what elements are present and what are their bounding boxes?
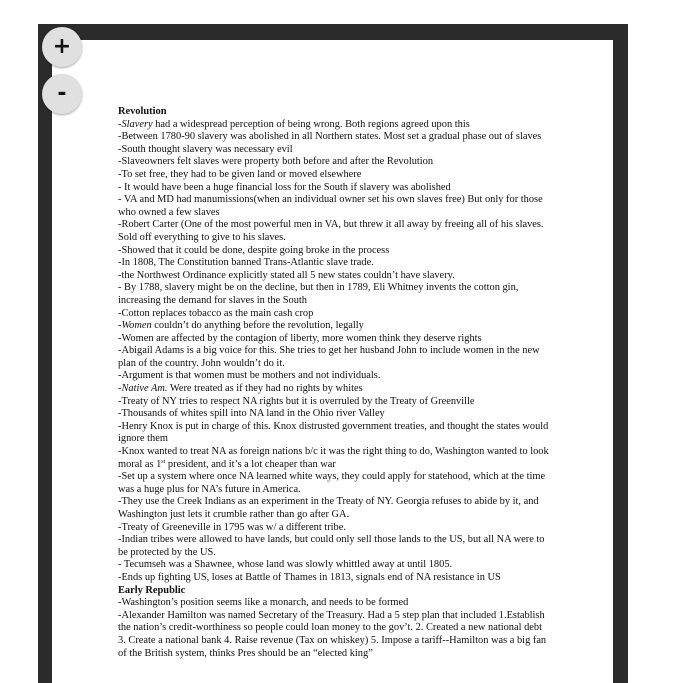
text-line: -Showed that it could be done, despite going broke in the process	[118, 244, 390, 256]
text-span: president, and it’s a lot cheaper than war	[165, 458, 336, 470]
text-line	[118, 446, 550, 471]
text-line: -Between 1780-90 slavery was abolished in all Northern states. Most set a gradual phase out of slaves	[118, 131, 542, 143]
text-line: -Slavery had a widespread perception of being wrong. Both regions agreed upon this	[118, 118, 470, 130]
text-line: -They use the Creek Indians as an experiment in the Treaty of NY. Georgia refuses to abide by it, and Washington just lets it crumble rather than go after GA.	[118, 496, 539, 520]
italic-term: Slavery	[121, 118, 153, 130]
text-line: - Tecumseh was a Shawnee, whose land was slowly whittled away at until 1805.	[118, 559, 453, 571]
text-line: -Women are affected by the contagion of liberty, more women think they deserve rights	[118, 332, 482, 344]
text-line: -Argument is that women must be mothers and not individuals.	[118, 370, 381, 382]
text-line: - It would have been a huge financial loss for the South if slavery was abolished	[118, 181, 451, 193]
text-line: -Henry Knox is put in charge of this. Knox distrusted government treaties, and thought the states would ignore them	[118, 420, 549, 445]
text-line: -Indian tribes were allowed to have lands, but could only sell those lands to the US, but all NA were to be protected by the US.	[118, 534, 545, 558]
text-line: -To set free, they had to be given land or moved elsewhere	[118, 168, 362, 180]
text-line: -Set up a system where once NA learned white ways, they could apply for statehood, which at the time was a huge plus for NA’s future in America.	[118, 471, 546, 495]
text-line: -Women couldn’t do anything before the revolution, legally	[118, 320, 364, 332]
text-line: -Native Am. Were treated as if they had no rights by whites	[118, 383, 363, 395]
document-text	[118, 106, 550, 660]
text-line: -Ends up fighting US, loses at Battle of Thames in 1813, signals end of NA resistance in US	[118, 571, 501, 583]
superscript: st	[161, 458, 166, 465]
text-line: -South thought slavery was necessary evil	[118, 143, 293, 155]
text-line: - By 1788, slavery might be on the decline, but then in 1789, Eli Whitney invents the cotton gin, increasing the demand for slaves in the South	[118, 282, 519, 306]
text-line: -Cotton replaces tobacco as the main cash crop	[118, 307, 314, 319]
text-line: -the Northwest Ordinance explicitly stated all 5 new states couldn’t have slavery.	[118, 269, 455, 281]
text-span: had a widespread perception of being wrong. Both regions agreed upon this	[152, 118, 470, 130]
text-line: -In 1808, The Constitution banned Trans-Atlantic slave trade.	[118, 257, 374, 269]
text-line: -Treaty of NY tries to respect NA rights but it is overruled by the Treaty of Greenville	[118, 395, 475, 407]
italic-term: Women	[121, 320, 152, 332]
text-line: -Thousands of whites spill into NA land in the Ohio river Valley	[118, 408, 385, 420]
text-span: Were treated as if they had no rights by whites	[167, 383, 363, 395]
text-line: -Abigail Adams is a big voice for this. She tries to get her husband John to include women in the new plan of the country. John wouldn’t do it.	[118, 345, 540, 369]
text-line: -Alexander Hamilton was named Secretary of the Treasury. Had a 5 step plan that included 1.Establish the nation’s credit-worthiness so people could loan money to the gov’t. 2. Created a new national debt 3. Create a national bank 4. Raise revenue (Tax on whiskey) 5. Impose a tariff--Hamilton was a big fan of the British system, thinks Pres should be an “elected king”	[118, 609, 547, 659]
section-heading-early-republic: Early Republic	[118, 584, 186, 596]
text-line: -Robert Carter (One of the most powerful men in VA, but threw it all away by freeing all of his slaves. Sold off everything to give to his slaves.	[118, 219, 544, 243]
text-line: -Washington’s position seems like a monarch, and needs to be formed	[118, 597, 409, 609]
text-line: -Slaveowners felt slaves were property both before and after the Revolution	[118, 156, 434, 168]
zoom-in-button[interactable]: +	[42, 27, 82, 67]
section-heading-revolution: Revolution	[118, 106, 167, 117]
text-span: -Knox wanted to treat NA as foreign nations b/c it was the right thing to do, Washington wanted to look moral as 1	[118, 446, 549, 470]
text-line: - VA and MD had manumissions(when an individual owner set his own slaves free) But only for those who owned a few slaves	[118, 194, 543, 218]
zoom-out-button[interactable]: -	[42, 74, 82, 114]
italic-term: Native Am.	[121, 383, 168, 395]
text-line: -Treaty of Greeneville in 1795 was w/ a different tribe.	[118, 521, 346, 533]
text-span: couldn’t do anything before the revolution, legally	[151, 320, 364, 332]
